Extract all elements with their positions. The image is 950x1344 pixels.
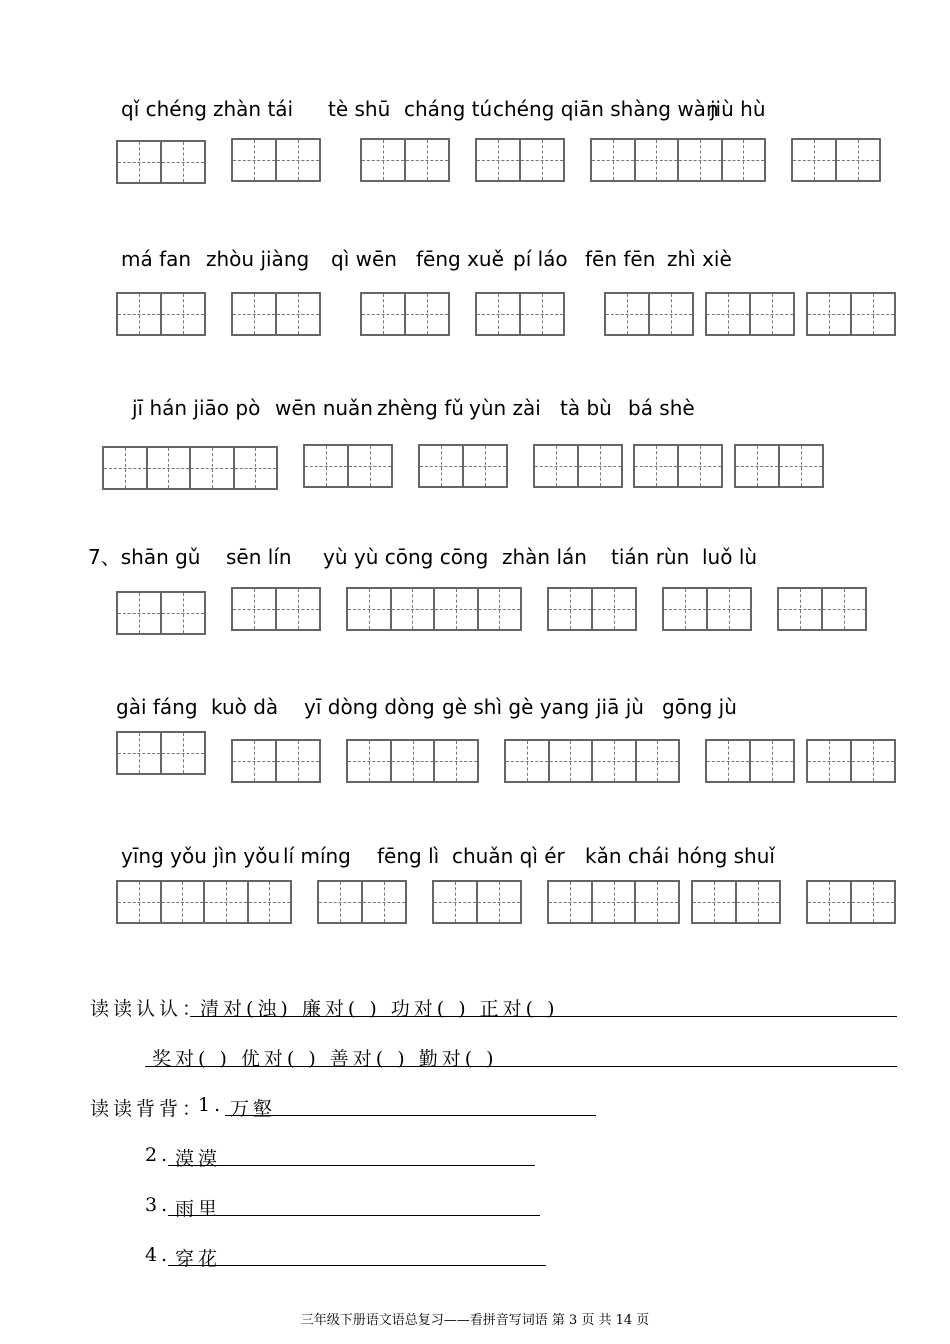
writing-grid[interactable]: [116, 292, 206, 336]
writing-grid[interactable]: [590, 138, 766, 182]
writing-grid[interactable]: [432, 880, 522, 924]
pinyin-label: tà bù: [560, 396, 612, 420]
writing-grid[interactable]: [791, 138, 881, 182]
pinyin-label: yī dòng dòng: [304, 695, 435, 719]
writing-grid[interactable]: [231, 292, 321, 336]
writing-grid[interactable]: [116, 140, 206, 184]
pinyin-label: gè shì gè yang: [442, 695, 590, 719]
answer-line[interactable]: [225, 1115, 596, 1116]
pinyin-label: pí láo: [513, 247, 568, 271]
pinyin-label: hóng shuǐ: [677, 844, 775, 868]
answer-line[interactable]: [145, 1066, 897, 1067]
pinyin-label: tè shū: [328, 97, 391, 121]
pinyin-label: tián rùn: [611, 545, 690, 569]
section-label: 读读认认：: [90, 998, 206, 1020]
pinyin-label: jiù hù: [710, 97, 766, 121]
pinyin-label: zhèng fǔ: [377, 396, 464, 420]
answer-line[interactable]: [168, 1215, 540, 1216]
writing-grid[interactable]: [475, 292, 565, 336]
writing-grid[interactable]: [806, 880, 896, 924]
writing-grid[interactable]: [231, 138, 321, 182]
recite-item-text: 穿花: [175, 1248, 222, 1270]
antonym-line-1: 清对(浊) 廉对( ) 功对( ) 正对( ): [200, 998, 559, 1020]
pinyin-label: yīng yǒu jìn yǒu: [121, 844, 281, 868]
pinyin-label: qǐ chéng: [121, 97, 207, 121]
writing-grid[interactable]: [705, 739, 795, 783]
writing-grid[interactable]: [633, 444, 723, 488]
pinyin-label: yùn zài: [469, 396, 541, 420]
writing-grid[interactable]: [360, 138, 450, 182]
writing-grid[interactable]: [303, 444, 393, 488]
pinyin-label: 7、shān gǔ: [88, 545, 201, 569]
writing-grid[interactable]: [346, 739, 479, 783]
pinyin-label: fēng xuě: [416, 247, 504, 271]
writing-grid[interactable]: [116, 731, 206, 775]
pinyin-label: bá shè: [628, 396, 695, 420]
recite-item-number: 3.: [145, 1194, 172, 1216]
writing-grid[interactable]: [418, 444, 508, 488]
recite-item-number: 4.: [145, 1244, 172, 1266]
recite-item-number: 2.: [145, 1144, 172, 1166]
writing-grid[interactable]: [231, 587, 321, 631]
writing-grid[interactable]: [102, 446, 278, 490]
pinyin-label: luǒ lù: [702, 545, 758, 569]
answer-line[interactable]: [190, 1016, 897, 1017]
writing-grid[interactable]: [360, 292, 450, 336]
writing-grid[interactable]: [806, 739, 896, 783]
pinyin-label: zhàn tái: [213, 97, 294, 121]
writing-grid[interactable]: [317, 880, 407, 924]
writing-grid[interactable]: [547, 880, 680, 924]
pinyin-label: zhì xiè: [667, 247, 732, 271]
writing-grid[interactable]: [116, 880, 292, 924]
writing-grid[interactable]: [346, 587, 522, 631]
pinyin-label: zhàn lán: [502, 545, 587, 569]
page-footer: 三年级下册语文语总复习——看拼音写词语 第 3 页 共 14 页: [300, 1313, 650, 1328]
writing-grid[interactable]: [533, 444, 623, 488]
pinyin-label: lí míng: [283, 844, 351, 868]
pinyin-label: fēn fēn: [585, 247, 656, 271]
pinyin-label: chéng qiān shàng wàn: [493, 97, 719, 121]
pinyin-label: kǎn chái: [585, 844, 670, 868]
pinyin-label: má fan: [121, 247, 192, 271]
pinyin-label: qì wēn: [331, 247, 397, 271]
pinyin-label: zhòu jiàng: [206, 247, 310, 271]
pinyin-label: yù yù cōng cōng: [323, 545, 489, 569]
writing-grid[interactable]: [116, 591, 206, 635]
answer-line[interactable]: [168, 1265, 546, 1266]
pinyin-label: kuò dà: [211, 695, 279, 719]
pinyin-label: chuǎn qì ér: [452, 844, 565, 868]
antonym-line-2: 奖对( ) 优对( ) 善对( ) 勤对( ): [152, 1048, 498, 1070]
writing-grid[interactable]: [806, 292, 896, 336]
writing-grid[interactable]: [547, 587, 637, 631]
pinyin-label: jiā jù: [596, 695, 644, 719]
recite-item-text: 雨里: [175, 1198, 222, 1220]
writing-grid[interactable]: [231, 739, 321, 783]
recite-item-number: 1.: [198, 1094, 225, 1116]
writing-grid[interactable]: [475, 138, 565, 182]
pinyin-label: sēn lín: [226, 545, 292, 569]
writing-grid[interactable]: [662, 587, 752, 631]
pinyin-label: jī hán jiāo pò: [132, 396, 261, 420]
section-label: 读读背背：: [90, 1098, 206, 1120]
writing-grid[interactable]: [734, 444, 824, 488]
writing-grid[interactable]: [604, 292, 694, 336]
pinyin-label: gōng jù: [662, 695, 737, 719]
writing-grid[interactable]: [504, 739, 680, 783]
pinyin-label: gài fáng: [116, 695, 198, 719]
answer-line[interactable]: [168, 1165, 535, 1166]
recite-item-text: 万壑: [230, 1098, 277, 1120]
writing-grid[interactable]: [705, 292, 795, 336]
pinyin-label: wēn nuǎn: [275, 396, 373, 420]
writing-grid[interactable]: [777, 587, 867, 631]
writing-grid[interactable]: [691, 880, 781, 924]
pinyin-label: fēng lì: [377, 844, 440, 868]
recite-item-text: 漠漠: [175, 1148, 222, 1170]
pinyin-label: cháng tú: [404, 97, 493, 121]
